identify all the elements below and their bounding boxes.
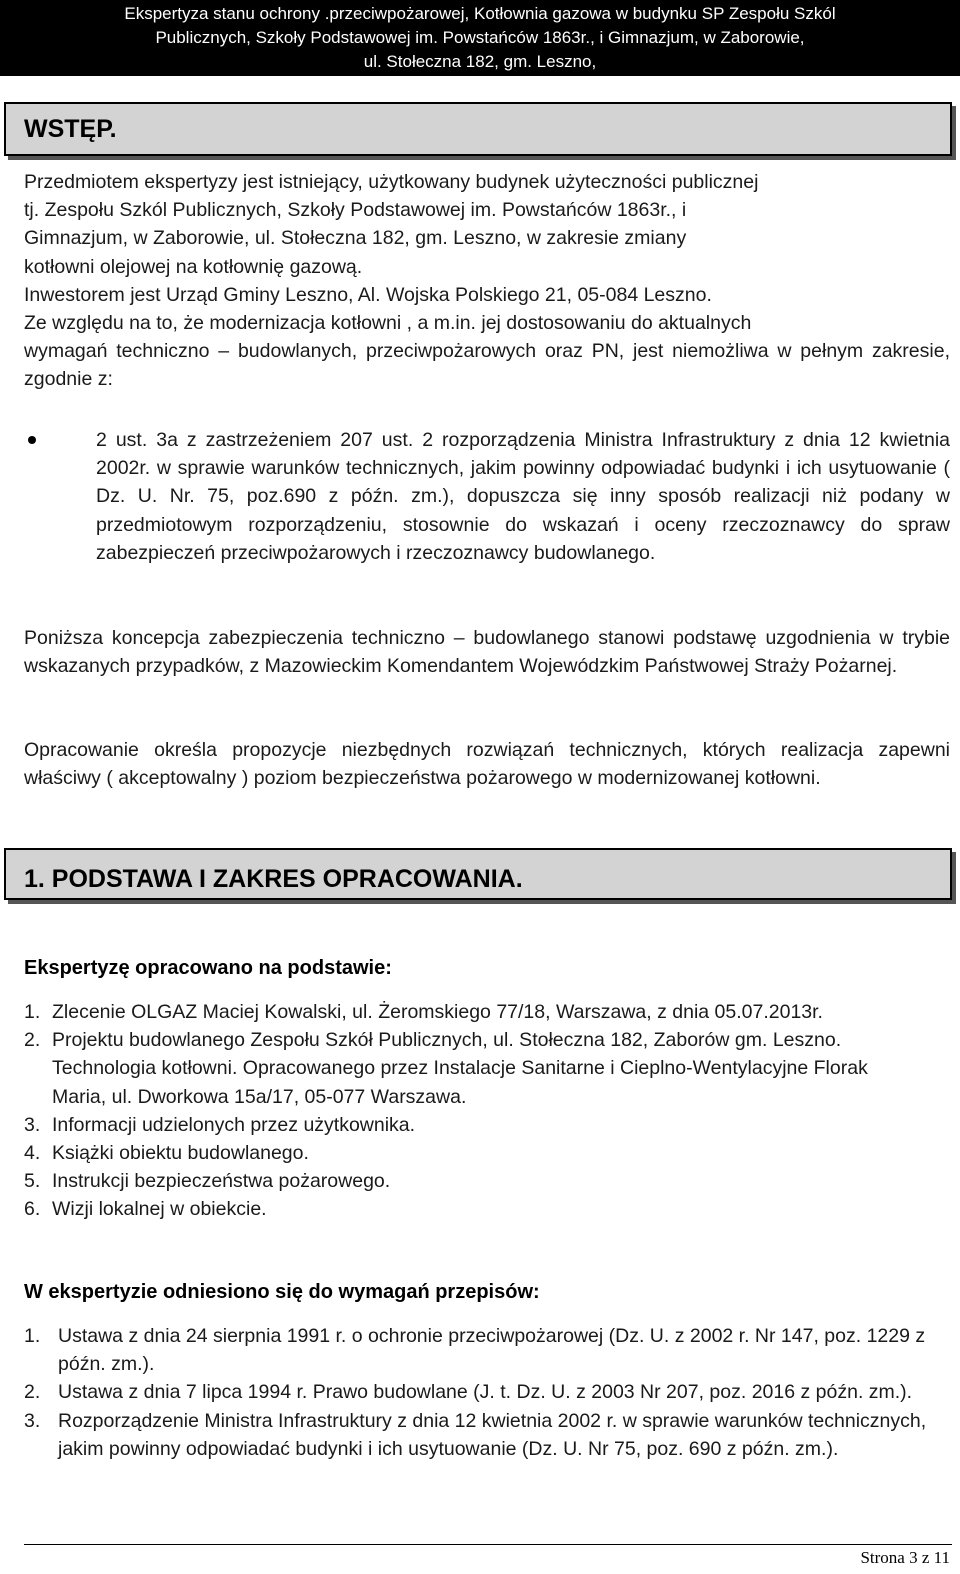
list-text: Zlecenie OLGAZ Maciej Kowalski, ul. Żeromskiego 77/18, Warszawa, z dnia 05.07.2013r. bbox=[52, 1001, 823, 1023]
intro-line: Przedmiotem ekspertyzy jest istniejący, użytkowany budynek użyteczności publicznej bbox=[24, 171, 759, 193]
list-item bbox=[24, 1111, 924, 1139]
header-line-1: Ekspertyza stanu ochrony .przeciwpożarowej, Kotłownia gazowa w budynku SP Zespołu Szkól bbox=[124, 4, 836, 23]
list-number: 3. bbox=[24, 1409, 41, 1432]
list-item bbox=[24, 1139, 924, 1167]
list-number: 4. bbox=[24, 1142, 41, 1165]
list-item bbox=[24, 1407, 944, 1463]
intro-line: Gimnazjum, w Zaborowie, ul. Stołeczna 182, gm. Leszno, w zakresie zmiany bbox=[24, 227, 687, 250]
list-number: 2. bbox=[24, 1381, 41, 1404]
intro-line: Ze względu na to, że modernizacja kotłowni , a m.in. jej dostosowaniu do aktualnych bbox=[24, 312, 752, 335]
list-item bbox=[24, 1167, 924, 1195]
page-number: Strona 3 z 11 bbox=[860, 1548, 950, 1567]
intro-paragraph bbox=[24, 168, 950, 337]
basis-heading: Ekspertyzę opracowano na podstawie: bbox=[24, 957, 392, 979]
intro-line: tj. Zespołu Szkól Publicznych, Szkoły Podstawowej im. Powstańców 1863r., i bbox=[24, 199, 687, 222]
regulations-list bbox=[24, 1322, 944, 1463]
list-number: 5. bbox=[24, 1170, 41, 1193]
intro-line: Inwestorem jest Urząd Gminy Leszno, Al. Wojska Polskiego 21, 05-084 Leszno. bbox=[24, 283, 712, 306]
list-number: 6. bbox=[24, 1198, 41, 1221]
basis-list bbox=[24, 998, 924, 1224]
paragraph-scope: Opracowanie określa propozycje niezbędnych rozwiązań technicznych, których realizacja zapewni właściwy ( akceptowalny ) poziom bezpieczeństwa pożarowego w modernizowanej kotłowni. bbox=[24, 739, 950, 790]
list-number: 2. bbox=[24, 1029, 41, 1052]
page-header bbox=[0, 0, 960, 76]
list-item bbox=[24, 1322, 944, 1378]
header-line-2: Publicznych, Szkoły Podstawowej im. Powstańców 1863r., i Gimnazjum, w Zaborowie, bbox=[155, 28, 805, 47]
list-text: Instrukcji bezpieczeństwa pożarowego. bbox=[52, 1170, 391, 1193]
list-item bbox=[24, 998, 924, 1026]
bullet-item bbox=[24, 426, 950, 567]
list-text: Ustawa z dnia 7 lipca 1994 r. Prawo budowlane (J. t. Dz. U. z 2003 Nr 207, poz. 2016 z późn. zm.). bbox=[58, 1381, 913, 1404]
list-text: Projektu budowlanego Zespołu Szkół Publicznych, ul. Stołeczna 182, Zaborów gm. Leszno. Technologia kotłowni. Opracowanego przez Instalacje Sanitarne i Cieplno-Wentylacyjne Florak Maria, ul. Dworkowa 15a/17, 05-077 Warszawa. bbox=[52, 1029, 868, 1108]
bullet-text: 2 ust. 3a z zastrzeżeniem 207 ust. 2 rozporządzenia Ministra Infrastruktury z dnia 12 kwietnia 2002r. w sprawie warunków technicznych, jakim powinny odpowiadać budynki i ich usytuowanie ( Dz. U. Nr. 75, poz.690 z późn. zm.), dopuszcza się inny sposób realizacji niż podany w przedmiotowym rozporządzeniu, stosownie do wskazań i oceny rzeczoznawcy do spraw zabezpieczeń przeciwpożarowych i rzeczoznawcy budowlanego. bbox=[96, 429, 950, 564]
list-text: Książki obiektu budowlanego. bbox=[52, 1142, 309, 1165]
paragraph-concept: Poniższa koncepcja zabezpieczenia techniczno – budowlanego stanowi podstawę uzgodnienia w trybie wskazanych przypadków, z Mazowieckim Komendantem Wojewódzkim Państwowej Straży Pożarnej. bbox=[24, 627, 950, 678]
intro-line: kotłowni olejowej na kotłownię gazową. bbox=[24, 255, 363, 278]
intro-paragraph-tail: wymagań techniczno – budowlanych, przeciwpożarowych oraz PN, jest niemożliwa w pełnym zakresie, zgodnie z: bbox=[24, 340, 950, 391]
list-text: Informacji udzielonych przez użytkownika. bbox=[52, 1113, 416, 1136]
regulations-heading: W ekspertyzie odniesiono się do wymagań przepisów: bbox=[24, 1281, 540, 1303]
list-item bbox=[24, 1378, 944, 1406]
list-text: Ustawa z dnia 24 sierpnia 1991 r. o ochronie przeciwpożarowej (Dz. U. z 2002 r. Nr 147, poz. 1229 z późn. zm.). bbox=[58, 1325, 926, 1376]
list-number: 3. bbox=[24, 1113, 41, 1136]
footer-divider bbox=[24, 1544, 952, 1545]
list-number: 1. bbox=[24, 1325, 41, 1347]
list-text: Wizji lokalnej w obiekcie. bbox=[52, 1198, 267, 1221]
intro-heading: WSTĘP. bbox=[4, 102, 952, 156]
list-item bbox=[24, 1195, 924, 1223]
list-text: Rozporządzenie Ministra Infrastruktury z dnia 12 kwietnia 2002 r. w sprawie warunków technicznych, jakim powinny odpowiadać budynki i ich usytuowanie (Dz. U. Nr 75, poz. 690 z późn. zm.). bbox=[58, 1409, 927, 1460]
list-item bbox=[24, 1026, 924, 1111]
list-number: 1. bbox=[24, 1001, 41, 1023]
bullet-dot-icon bbox=[28, 436, 36, 444]
section-1-heading: 1. PODSTAWA I ZAKRES OPRACOWANIA. bbox=[4, 848, 952, 900]
header-line-3: ul. Stołeczna 182, gm. Leszno, bbox=[363, 52, 597, 71]
